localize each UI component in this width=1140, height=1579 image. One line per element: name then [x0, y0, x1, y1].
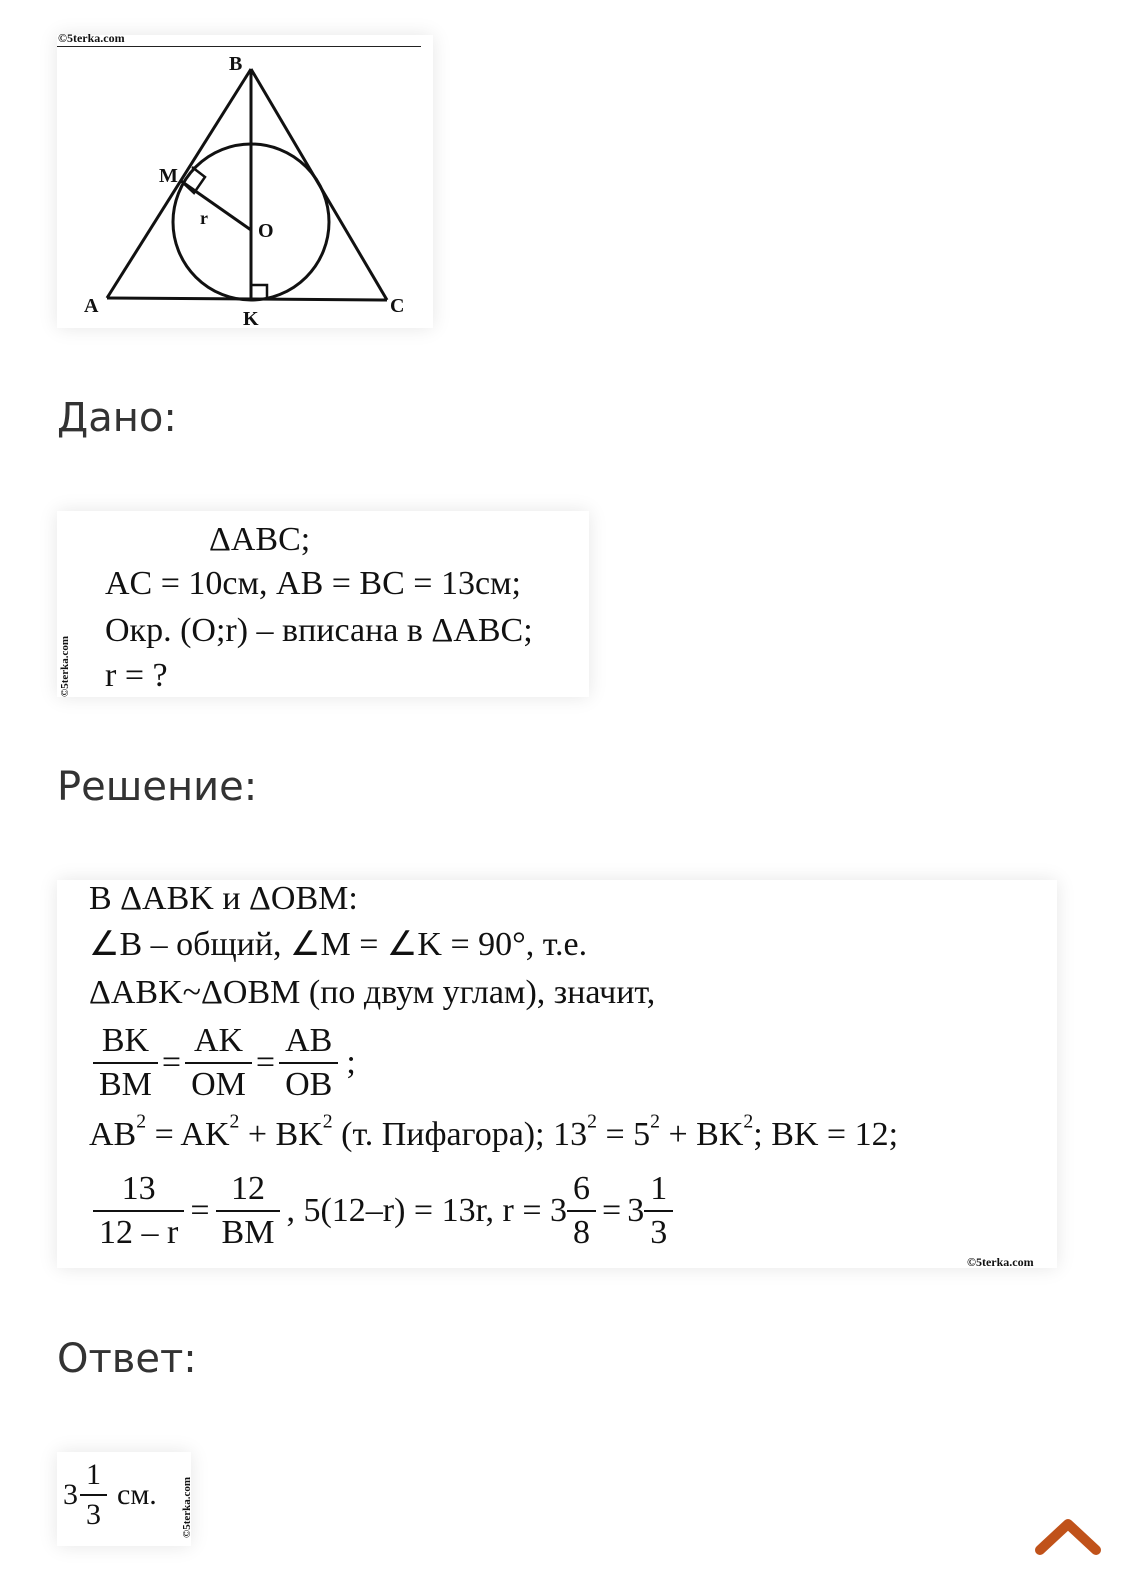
watermark: ©5terka.com: [967, 1255, 1034, 1269]
solution-line-1: В ΔABK и ΔOBM:: [89, 880, 358, 917]
given-card: [57, 511, 589, 697]
watermark: ©5terka.com: [181, 1476, 193, 1538]
label-k: K: [243, 308, 259, 330]
label-a: A: [84, 295, 99, 317]
fraction: $\frac{6}{8}$: [567, 1170, 596, 1252]
watermark: ©5terka.com: [59, 635, 71, 697]
fraction: $\frac{AB}{OB}$: [279, 1022, 338, 1104]
answer-card: [57, 1452, 191, 1546]
figure-card: [57, 31, 433, 330]
pythagoras-line: $AB^2 = AK^2 + BK^2$ (т. Пифагора); $13^2 = 5^2 + BK^2$; BK = 12;: [89, 1110, 899, 1153]
given-line-4: r = ?: [105, 657, 168, 694]
right-angle-k: [251, 285, 267, 299]
label-o: O: [258, 220, 274, 242]
side-ab: [107, 69, 251, 298]
triangle-diagram: [57, 35, 433, 328]
solution-line-3: ΔABK~ΔOBM (по двум углам), значит,: [89, 974, 656, 1011]
given-line-2: AC = 10см, AB = BC = 13см;: [105, 565, 522, 602]
watermark: ©5terka.com: [58, 31, 125, 45]
fraction: $\frac{1}{3}$: [644, 1170, 673, 1252]
fraction: $\frac{13}{12 - r}$: [93, 1170, 184, 1252]
radius-om: [181, 181, 251, 230]
given-line-1: ΔABC;: [209, 521, 311, 558]
fraction: $\frac{12}{BM}$: [216, 1170, 281, 1252]
answer-value: 3 $\frac{1}{3}$ см.: [63, 1458, 157, 1531]
fraction: $\frac{1}{3}$: [80, 1458, 107, 1532]
label-b: B: [229, 53, 243, 75]
fraction: $\frac{AK}{OM}$: [185, 1022, 252, 1104]
label-m: M: [159, 165, 178, 187]
final-equation: $\frac{13}{12 - r}$ = $\frac{12}{BM}$ , 5(12–r) = 13r, r = 3 $\frac{6}{8}$ = 3 $\frac{1}{3}$: [93, 1170, 673, 1252]
label-c: C: [390, 295, 405, 317]
chevron-up-icon: [1032, 1510, 1104, 1560]
solution-card: [57, 880, 1057, 1268]
fraction: $\frac{BK}{BM}$: [93, 1022, 158, 1104]
ratio-equation: $\frac{BK}{BM}$ = $\frac{AK}{OM}$ = $\frac{AB}{OB}$ ;: [93, 1022, 356, 1104]
answer-heading: Ответ:: [57, 1336, 197, 1382]
label-r: r: [200, 208, 208, 228]
given-heading: Дано:: [57, 395, 177, 441]
solution-line-2: ∠B – общий, ∠M = ∠K = 90°, т.е.: [89, 926, 588, 963]
solution-heading: Решение:: [57, 764, 258, 810]
scroll-to-top-button[interactable]: [1032, 1510, 1104, 1560]
given-line-3: Окр. (O;r) – вписана в ΔABC;: [105, 612, 533, 649]
